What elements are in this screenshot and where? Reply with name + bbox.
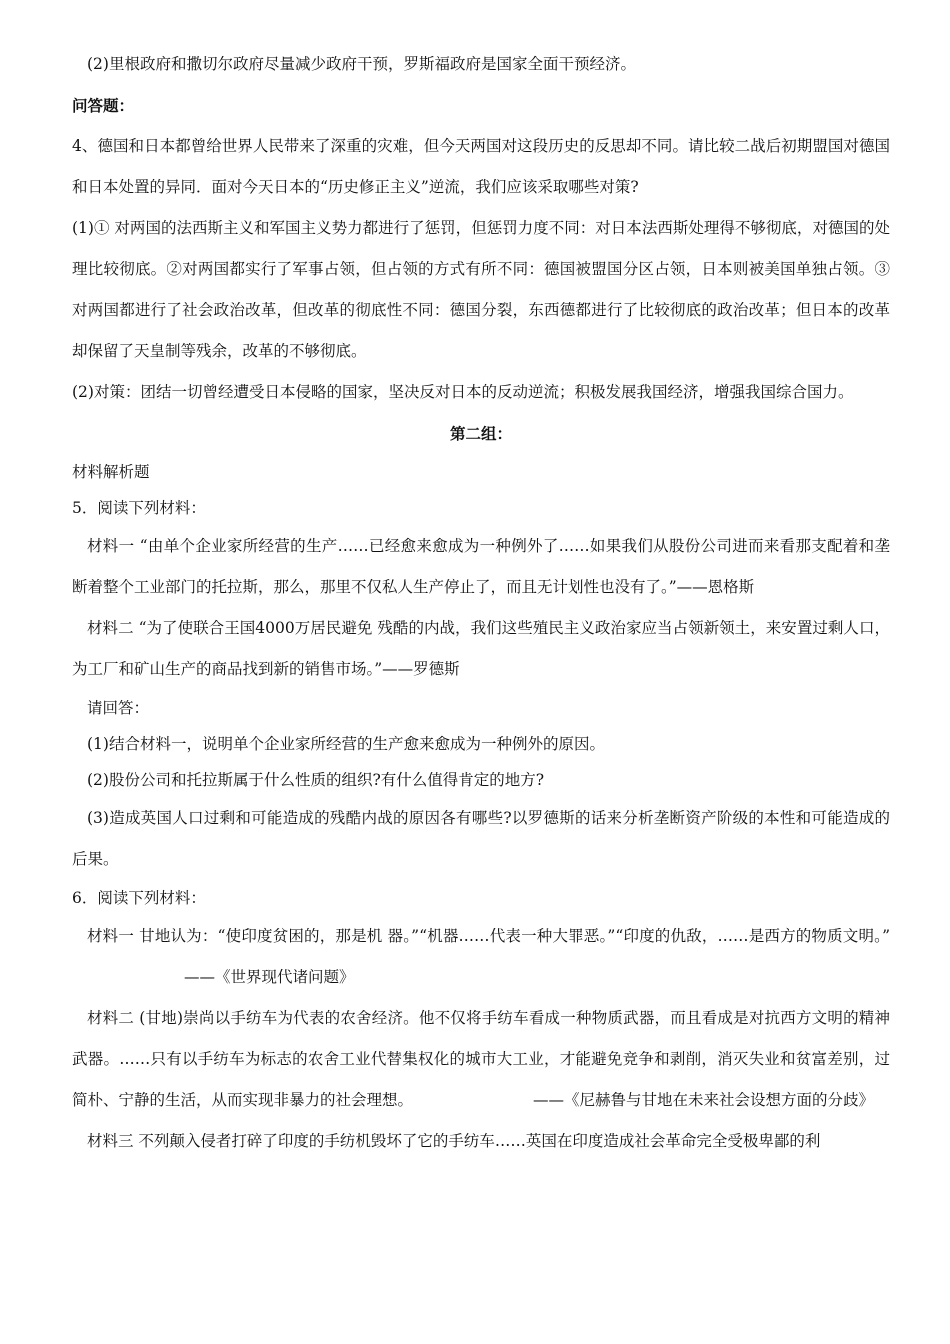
- answer-line: (2)里根政府和撒切尔政府尽量减少政府干预，罗斯福政府是国家全面干预经济。: [87, 55, 636, 73]
- question-6-material-3: 材料三 不列颠入侵者打碎了印度的手纺机毁坏了它的手纺车……英国在印度造成社会革命完全受极卑鄙的利: [87, 1132, 821, 1150]
- question-5-material-1: 材料一 “由单个企业家所经营的生产……已经愈来愈成为一种例外了……如果我们从股份公司进而来看那支配着和垄断着整个工业部门的托拉斯，那么，那里不仅私人生产停止了，而且无计划性也没有了。”——恩格斯: [72, 537, 890, 596]
- question-6-intro: 6．阅读下列材料：: [72, 889, 206, 907]
- material-2-source: ——《尼赫鲁与甘地在未来社会设想方面的分歧》: [533, 1091, 875, 1109]
- material-1-source: ——《世界现代诸问题》: [184, 968, 355, 986]
- question-5-ask: 请回答：: [87, 699, 150, 717]
- section-heading-qa: 问答题：: [72, 96, 135, 115]
- question-4-answer-1: (1)① 对两国的法西斯主义和军国主义势力都进行了惩罚，但惩罚力度不同：对日本法西斯处理得不够彻底，对德国的处理比较彻底。②对两国都实行了军事占领，但占领的方式有所不同：德国被盟国分区占领，日本则被美国单独占领。③对两国都进行了社会政治改革，但改革的彻底性不同：德国分裂，东西德都进行了比较彻底的政治改革；但日本的改革却保留了天皇制等残余，改革的不够彻底。: [72, 219, 890, 360]
- question-5-sub-3: (3)造成英国人口过剩和可能造成的残酷内战的原因各有哪些?以罗德斯的话来分析垄断资产阶级的本性和可能造成的后果。: [72, 809, 890, 868]
- group-heading: 第二组：: [449, 424, 512, 443]
- question-5-sub-1: (1)结合材料一，说明单个企业家所经营的生产愈来愈成为一种例外的原因。: [87, 735, 605, 753]
- material-2-text: 材料二 (甘地)崇尚以手纺车为代表的农舍经济。他不仅将手纺车看成一种物质武器，而且看成是对抗西方文明的精神武器。……只有以手纺车为标志的农舍工业代替集权化的城市大工业，才能避免竞争和剥削，消灭失业和贫富差别，过简朴、宁静的生活，从而实现非暴力的社会理想。: [72, 1009, 890, 1109]
- question-5-material-2: 材料二 “为了使联合王国4000万居民避免 残酷的内战，我们这些殖民主义政治家应当占领新领土，来安置过剩人口，为工厂和矿山生产的商品找到新的销售市场。”——罗德斯: [72, 619, 890, 678]
- question-5-sub-2: (2)股份公司和托拉斯属于什么性质的组织?有什么值得肯定的地方?: [87, 771, 545, 789]
- document-page: [72, 44, 890, 1162]
- material-1-text: 材料一 甘地认为：“使印度贫困的，那是机 器。”“机器……代表一种大罪恶。”“印度的仇敌，……是西方的物质文明。”: [87, 927, 890, 945]
- question-6-material-1: [72, 916, 890, 998]
- question-4-answer-2: (2)对策：团结一切曾经遭受日本侵略的国家，坚决反对日本的反动逆流；积极发展我国经济，增强我国综合国力。: [72, 383, 854, 401]
- section-heading-material: 材料解析题: [72, 463, 150, 481]
- question-6-material-2: [72, 998, 890, 1121]
- question-4-stem: 4、德国和日本都曾给世界人民带来了深重的灾难，但今天两国对这段历史的反思却不同。请比较二战后初期盟国对德国和日本处置的异同．面对今天日本的“历史修正主义”逆流，我们应该采取哪些对策?: [72, 137, 890, 196]
- question-5-intro: 5．阅读下列材料：: [72, 499, 206, 517]
